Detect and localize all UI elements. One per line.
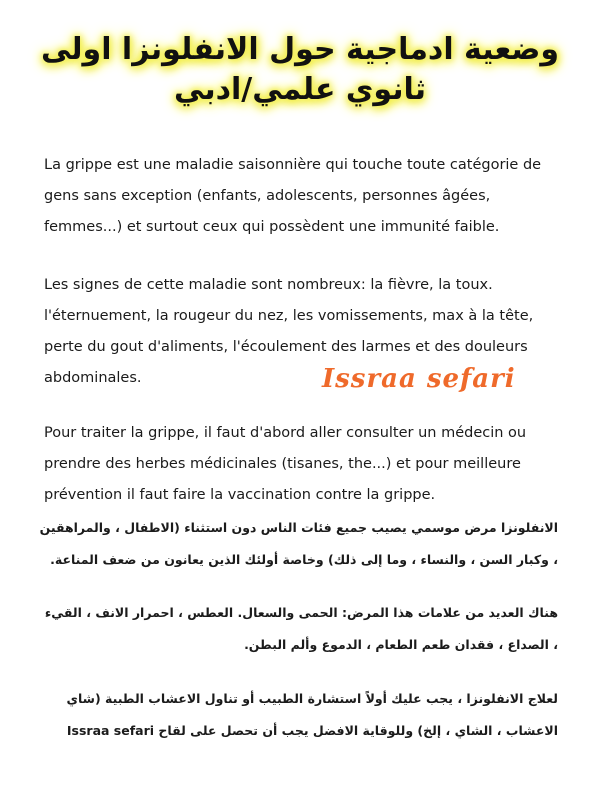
arabic-paragraph-3 (38, 683, 558, 747)
arabic-paragraph-2: هناك العديد من علامات هذا المرض: الحمى والسعال. العطس ، احمرار الانف ، القيء ، الصداع ، فقدان طعم الطعام ، الدموع وألم البطن. (44, 605, 558, 652)
title-line-1: وضعية ادماجية حول الانفلونزا اولى (40, 32, 560, 67)
signature-watermark: Issraa sefari (322, 364, 516, 394)
arabic-paragraph-3-name: Issraa sefari (66, 723, 155, 738)
arabic-paragraph-1: الانفلونزا مرض موسمي يصيب جميع فئات الناس دون استثناء (الاطفال ، والمراهقين ، وكبار السن ، والنساء ، وما إلى ذلك) وخاصة أولئك الذين يعانون من ضعف المناعة. (39, 520, 558, 567)
page-title (30, 30, 570, 110)
french-paragraph-1: La grippe est une maladie saisonnière qui touche toute catégorie de gens sans exception (enfants, adolescents, personnes âgées, femmes...) et surtout ceux qui possèdent une immunité faible. (44, 157, 542, 235)
french-paragraph-2: Les signes de cette maladie sont nombreux: la fièvre, la toux. l'éternuement, la rougeur du nez, les vomissements, max à la tête, perte du gout d'aliments, l'écoulement des larmes et des douleurs abdominales. (44, 277, 534, 386)
title-line-2: ثانوي علمي/ادبي (174, 72, 426, 107)
french-paragraph-3: Pour traiter la grippe, il faut d'abord aller consulter un médecin ou prendre des herbes médicinales (tisanes, the...) et pour meilleure prévention il faut faire la vaccination contre la grippe. (44, 425, 527, 503)
arabic-paragraph-3-text: لعلاج الانفلونزا ، يجب عليك أولاً استشارة الطبيب أو تناول الاعشاب الطبية (شاي الاعشاب ، الشاي ، إلخ) وللوقاية الافضل يجب أن تحصل على لقاح (66, 691, 558, 738)
